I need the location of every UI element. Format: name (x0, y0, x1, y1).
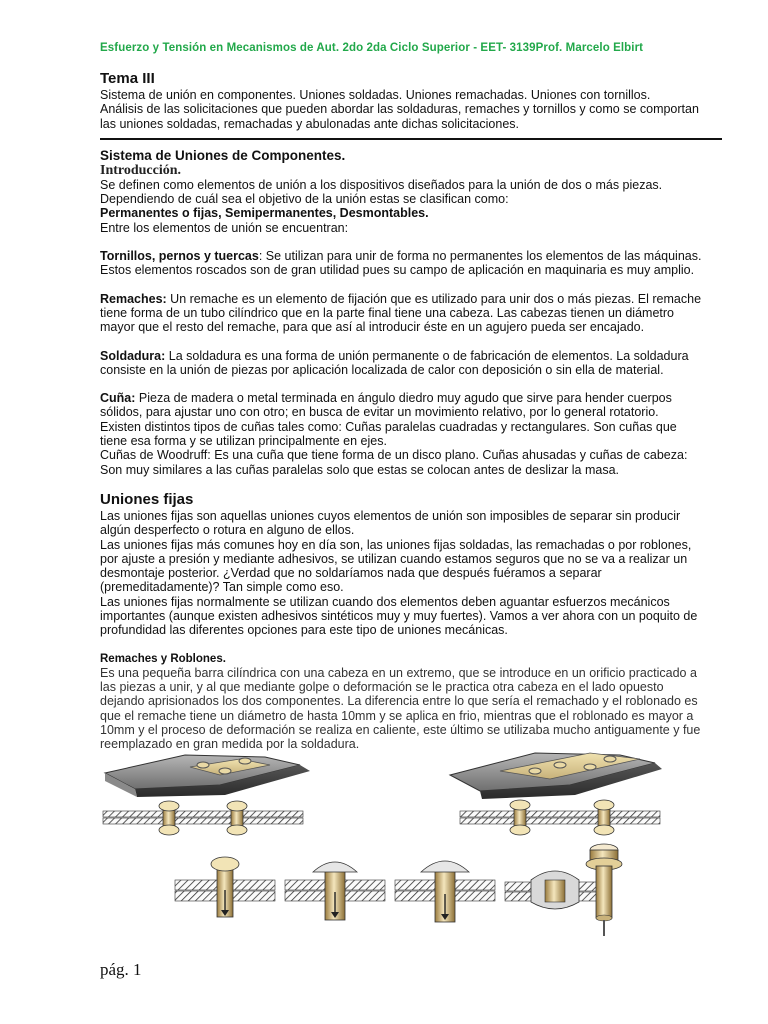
paragraph-line: dejando aprisionados los dos componentes. La diferencia entre lo que sería el remachado y el roblonado es (100, 694, 698, 709)
cuna-paragraph: Cuña: Pieza de madera o metal terminada en ángulo diedro muy agudo que sirve para hender cuerpos (100, 391, 672, 406)
sistema-line: Entre los elementos de unión se encuentran: (100, 220, 349, 235)
tema-title: Tema III (100, 70, 155, 87)
paragraph-line: por ajuste a presión y mediante adhesivos, se utilizan cuando estamos seguros que no se va a realizar un (100, 551, 688, 566)
lap-joint-figure-left (103, 755, 310, 835)
paragraph-line: Las uniones fijas más comunes hoy en día son, las uniones fijas soldadas, las remachadas o por roblones, (100, 537, 692, 552)
sistema-line: Se definen como elementos de unión a los dispositivos diseñados para la unión de dos o más piezas. (100, 177, 663, 192)
document-header: Esfuerzo y Tensión en Mecanismos de Aut. 2do 2da Ciclo Superior - EET- 3139Prof. Marcelo Elbirt (100, 42, 644, 54)
tema-line: Sistema de unión en componentes. Uniones soldadas. Uniones remachadas. Uniones con tornillos. (100, 88, 651, 102)
paragraph-line: reemplazado en gran medida por la soldadura. (100, 737, 360, 752)
term-label: Soldadura: (100, 348, 166, 363)
paragraph-line: importantes (aunque existen adhesivos sintéticos muy y muy fuertes). Vamos a ver ahora con un poquito de (100, 609, 698, 624)
rivet-step-3 (395, 861, 495, 922)
term-label: Tornillos, pernos y tuercas (100, 249, 259, 264)
rivet-step-2 (285, 862, 385, 920)
paragraph-line: Son muy similares a las cuñas paralelas solo que estas se colocan antes de deslizar la masa. (100, 462, 620, 477)
paragraph-line: Estos elementos roscados son de gran utilidad pues su campo de aplicación en maquinaria es muy amplio. (100, 263, 695, 278)
page-number: pág. 1 (100, 960, 142, 979)
intro-heading: Introducción. (100, 162, 182, 178)
paragraph-line: profundidad las diferentes opciones para este tipo de uniones mecánicas. (100, 623, 508, 638)
tornillos-paragraph: Tornillos, pernos y tuercas: Se utilizan para unir de forma no permanentes los elementos de las máquinas. (100, 249, 702, 264)
classification-list: Permanentes o fijas, Semipermanentes, Desmontables. (100, 206, 429, 221)
paragraph-line: Existen distintos tipos de cuñas tales como: Cuñas paralelas cuadradas y rectangulares. Son cuñas que (100, 419, 677, 434)
paragraph-line: Las uniones fijas normalmente se utilizan cuando dos elementos deben aguantar esfuerzos mecánicos (100, 594, 670, 609)
paragraph-line: las piezas a unir, y al que mediante golpe o deformación se le practica otra cabeza en el lado opuesto (100, 679, 664, 694)
paragraph-line: Es una pequeña barra cilíndrica con una cabeza en un extremo, que se introduce en un orificio practicado a (100, 665, 697, 680)
sistema-line: Dependiendo de cuál sea el objetivo de la unión estas se clasifican como: (100, 192, 509, 207)
page-content (100, 70, 728, 751)
tema-line: Análisis de las solicitaciones que pueden abordar las soldaduras, remaches y tornillos y como se comportan (100, 102, 699, 117)
rivet-step-4 (505, 871, 605, 909)
paragraph-line: tiene forma de un tubo cilíndrico que en la parte final tiene una cabeza. Las cabezas tienen un diámetro (100, 305, 674, 320)
term-label: Remaches: (100, 291, 167, 306)
paragraph-line: desmontaje posterior. ¿Verdad que no soldaríamos nada que después fuéramos a separar (100, 566, 602, 581)
paragraph-line: consiste en la unión de piezas por aplicación localizada de calor con deposición o sin ella de material. (100, 362, 664, 377)
paragraph-line: algún desperfecto o rotura en alguno de ellos. (100, 523, 355, 538)
section-divider (100, 138, 722, 140)
remaches-paragraph: Remaches: Un remache es un elemento de fijación que es utilizado para unir dos o más piezas. El remache (100, 291, 702, 306)
paragraph-line: sólidos, para ajustar uno con otro; en busca de evitar un movimiento relativo, por lo general rotatorio. (100, 405, 659, 420)
uniones-fijas-title: Uniones fijas (100, 490, 194, 508)
paragraph-line: Las uniones fijas son aquellas uniones cuyos elementos de unión son imposibles de separar sin producir (100, 508, 681, 523)
paragraph-line: mayor que el resto del remache, para que así al introducir éste en un agujero pueda ser encajado. (100, 320, 645, 335)
term-label: Cuña: (100, 391, 136, 406)
paragraph-line: que el remache tiene un diámetro de hasta 10mm y se aplica en frio, mientras que el roblonado es mayor a (100, 708, 694, 723)
remaches-roblones-title: Remaches y Roblones. (100, 652, 226, 665)
rivet-illustrations (95, 745, 745, 945)
paragraph-line: tiene esa forma y se utilizan principalmente en ejes. (100, 434, 387, 449)
sistema-title: Sistema de Uniones de Componentes. (100, 147, 346, 163)
paragraph-line: (premeditadamente)? Tan simple como eso. (100, 580, 344, 595)
paragraph-line: 10mm y el proceso de deformación se realiza en caliente, este último se utilizaba mucho antiguamente y fue (100, 722, 701, 737)
tema-line: las uniones soldadas, remachadas y abulonadas ante dichas solicitaciones. (100, 116, 520, 131)
lap-joint-figure-right (450, 753, 662, 835)
paragraph-line: Cuñas de Woodruff: Es una cuña que tiene forma de un disco plano. Cuñas ahusadas y cuñas de cabeza: (100, 448, 688, 463)
soldadura-paragraph: Soldadura: La soldadura es una forma de unión permanente o de fabricación de elementos. La soldadura (100, 348, 689, 363)
rivet-step-1 (175, 857, 275, 917)
